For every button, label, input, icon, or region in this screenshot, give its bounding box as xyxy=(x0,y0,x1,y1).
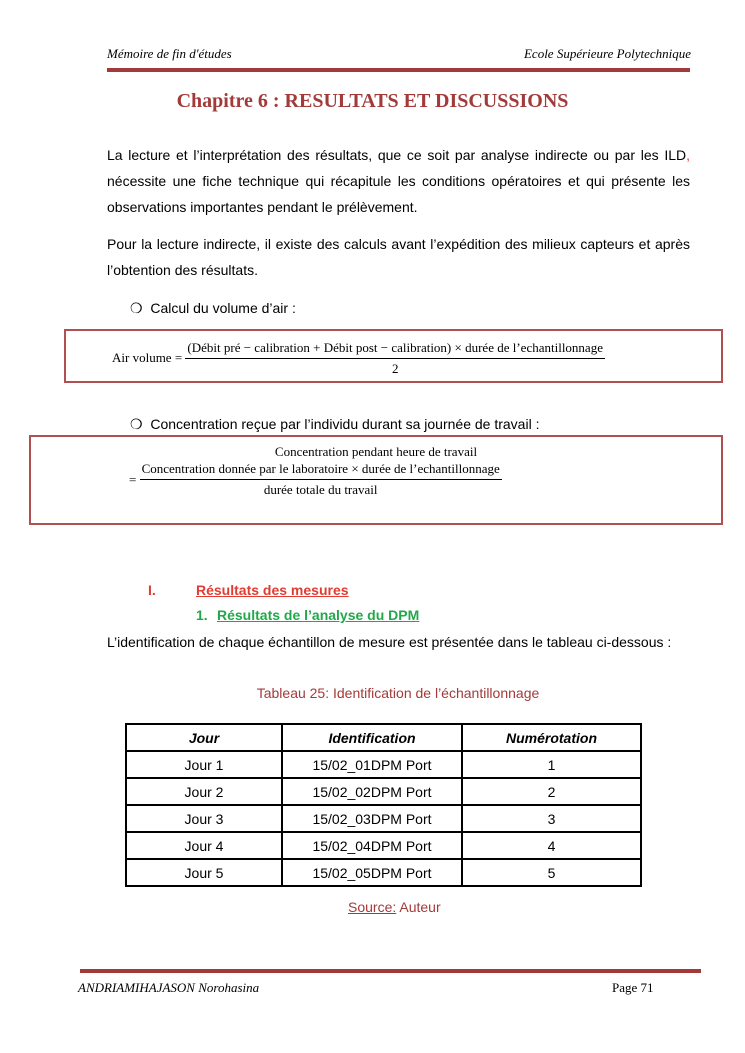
cell-identification: 15/02_01DPM Port xyxy=(282,751,462,778)
formula2-denominator: durée totale du travail xyxy=(263,482,378,497)
intro-paragraph-2: Pour la lecture indirecte, il existe des calculs avant l’expédition des milieux capteurs et après l’obtention des résultats. xyxy=(107,236,690,278)
cell-identification: 15/02_04DPM Port xyxy=(282,832,462,859)
cell-numerotation: 4 xyxy=(462,832,641,859)
header-numerotation: Numérotation xyxy=(462,724,641,751)
cell-jour: Jour 3 xyxy=(126,805,282,832)
chapter-title: Chapitre 6 : RESULTATS ET DISCUSSIONS xyxy=(176,90,569,112)
formula-concentration xyxy=(129,461,502,498)
cell-identification: 15/02_02DPM Port xyxy=(282,778,462,805)
cell-identification: 15/02_03DPM Port xyxy=(282,805,462,832)
table-row xyxy=(126,832,641,859)
header-identification: Identification xyxy=(282,724,462,751)
cell-numerotation: 5 xyxy=(462,859,641,886)
table-row xyxy=(126,859,641,886)
table-row xyxy=(126,805,641,832)
cell-jour: Jour 4 xyxy=(126,832,282,859)
formula1-lhs: Air volume = xyxy=(112,350,183,365)
cell-jour: Jour 1 xyxy=(126,751,282,778)
header-left: Mémoire de fin d'études xyxy=(107,46,232,61)
table-caption: Tableau 25: Identification de l’échantillonnage xyxy=(256,685,540,701)
formula1-denominator: 2 xyxy=(391,360,399,376)
section-title: Résultats des mesures xyxy=(196,582,349,598)
cell-numerotation: 1 xyxy=(462,751,641,778)
cell-numerotation: 3 xyxy=(462,805,641,832)
identification-table xyxy=(125,723,642,887)
subsection-number: 1. xyxy=(196,607,208,623)
formula-box-air-volume xyxy=(64,329,723,383)
footer-rule xyxy=(80,969,701,973)
formula2-eq: = xyxy=(129,471,137,487)
source-label: Source: xyxy=(348,899,397,915)
cell-jour: Jour 5 xyxy=(126,859,282,886)
header-rule xyxy=(107,68,690,72)
cell-numerotation: 2 xyxy=(462,778,641,805)
section-number: I. xyxy=(148,582,156,598)
formula2-fraction xyxy=(140,461,502,498)
circle-bullet-icon: ❍ xyxy=(130,416,143,432)
bullet-concentration xyxy=(130,416,539,433)
formula-air-volume xyxy=(112,339,605,377)
page-number: Page 71 xyxy=(612,980,654,995)
bullet-air-volume xyxy=(130,300,296,317)
formula2-top-text: Concentration pendant heure de travail xyxy=(274,444,478,459)
source-value: Auteur xyxy=(396,899,441,915)
subsection-title: Résultats de l’analyse du DPM xyxy=(217,607,420,623)
bullet-air-volume-label: Calcul du volume d’air : xyxy=(150,300,296,316)
circle-bullet-icon: ❍ xyxy=(130,300,143,316)
intro-paragraph-1 xyxy=(107,142,690,220)
cell-identification: 15/02_05DPM Port xyxy=(282,859,462,886)
formula2-top xyxy=(31,444,721,460)
header-right: Ecole Supérieure Polytechnique xyxy=(523,46,691,61)
table-row xyxy=(126,778,641,805)
formula2-numerator: Concentration donnée par le laboratoire × durée de l’echantillonnage xyxy=(140,461,502,480)
footer-author: ANDRIAMIHAJASON Norohasina xyxy=(78,980,260,995)
intro-comma: , xyxy=(686,147,690,163)
table-row xyxy=(126,751,641,778)
formula1-numerator: (Débit pré − calibration + Débit post − calibration) × durée de l’echantillonnage xyxy=(185,340,605,359)
formula1-fraction xyxy=(185,340,605,377)
formula-box-concentration xyxy=(29,435,723,525)
bullet-concentration-label: Concentration reçue par l’individu durant sa journée de travail : xyxy=(150,416,540,432)
table-header-row xyxy=(126,724,641,751)
table-intro: L’identification de chaque échantillon de mesure est présentée dans le tableau ci-dessous : xyxy=(107,634,672,650)
intro-text-2: nécessite une fiche technique qui récapitule les conditions opératoires et qui présente les observations importantes pendant le prélèvement. xyxy=(107,173,690,215)
cell-jour: Jour 2 xyxy=(126,778,282,805)
header-jour: Jour xyxy=(126,724,282,751)
table-source xyxy=(348,899,441,915)
intro-text-1: La lecture et l’interprétation des résultats, que ce soit par analyse indirecte ou par les ILD xyxy=(107,147,687,163)
